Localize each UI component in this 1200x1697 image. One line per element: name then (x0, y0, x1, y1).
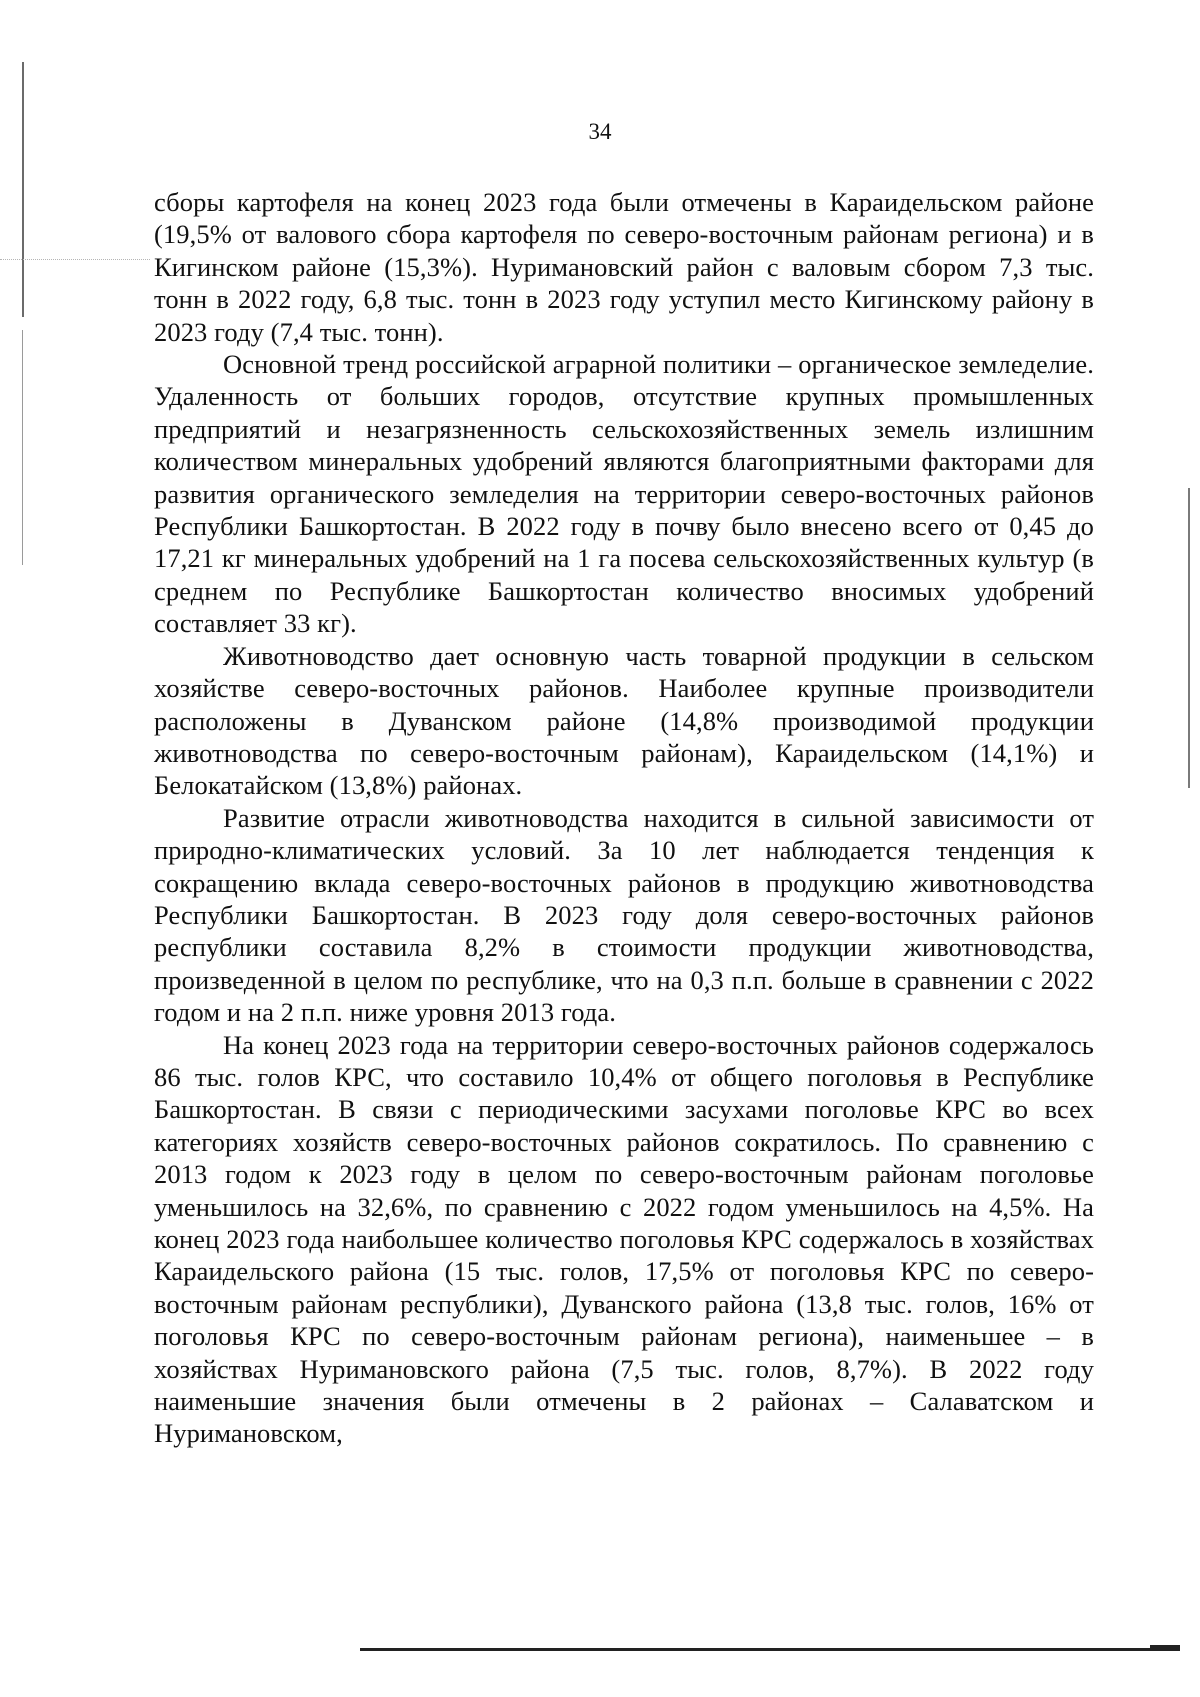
scan-margin-line (1188, 488, 1190, 788)
paragraph-cattle-population: На конец 2023 года на территории северо-восточных районов содержалось 86 тыс. голов КРС, что составило 10,4% от общего поголовья в Республике Башкортостан. В связи с периодическими засухами поголовье КРС во всех категориях хозяйств северо-восточных районов сократилось. По сравнению с 2013 годом к 2023 году в целом по северо-восточным районам поголовье уменьшилось на 32,6%, по сравнению с 2022 годом уменьшилось на 4,5%. На конец 2023 года наибольшее количество поголовья КРС содержалось в хозяйствах Караидельского района (15 тыс. голов, 17,5% от поголовья КРС по северо-восточным районам республики), Дуванского района (13,8 тыс. голов, 16% от поголовья КРС по северо-восточным районам региона), наименьшее – в хозяйствах Нуримановского района (7,5 тыс. голов, 8,7%). В 2022 году наименьшие значения были отмечены в 2 районах – Салаватском и Нуримановском, (154, 1029, 1094, 1449)
scan-margin-line (22, 330, 23, 565)
page-number: 34 (588, 119, 612, 144)
footer-rule (360, 1648, 1180, 1651)
footer-rule-end (1150, 1645, 1180, 1651)
paragraph-livestock-producers: Животноводство дает основную часть товарной продукции в сельском хозяйстве северо-восточных районов. Наиболее крупные производители расположены в Дуванском районе (14,8% производимой продукции животноводства по северо-восточным районам), Караидельском (14,1%) и Белокатайском (13,8%) районах. (154, 640, 1094, 801)
scan-margin-line (22, 62, 24, 317)
document-body (154, 186, 1094, 1450)
paragraph-continuation: сборы картофеля на конец 2023 года были отмечены в Караидельском районе (19,5% от валового сбора картофеля по северо-восточным районам региона) и в Кигинском районе (15,3%). Нуримановский район с валовым сбором 7,3 тыс. тонн в 2022 году, 6,8 тыс. тонн в 2023 году уступил место Кигинскому району в 2023 году (7,4 тыс. тонн). (154, 187, 1094, 347)
paragraph-livestock-trend: Развитие отрасли животноводства находится в сильной зависимости от природно-климатических условий. За 10 лет наблюдается тенденция к сокращению вклада северо-восточных районов в продукцию животноводства Республики Башкортостан. В 2023 году доля северо-восточных районов республики составила 8,2% в стоимости продукции животноводства, произведенной в целом по республике, что на 0,3 п.п. больше в сравнении с 2022 годом и на 2 п.п. ниже уровня 2013 года. (154, 802, 1094, 1028)
scan-artifact-dotted-line (0, 259, 150, 260)
paragraph-organic-farming: Основной тренд российской аграрной политики – органическое земледелие. Удаленность от больших городов, отсутствие крупных промышленных предприятий и незагрязненность сельскохозяйственных земель излишним количеством минеральных удобрений являются благоприятными факторами для развития органического земледелия на территории северо-восточных районов Республики Башкортостан. В 2022 году в почву было внесено всего от 0,45 до 17,21 кг минеральных удобрений на 1 га посева сельскохозяйственных культур (в среднем по Республике Башкортостан количество вносимых удобрений составляет 33 кг). (154, 349, 1094, 639)
